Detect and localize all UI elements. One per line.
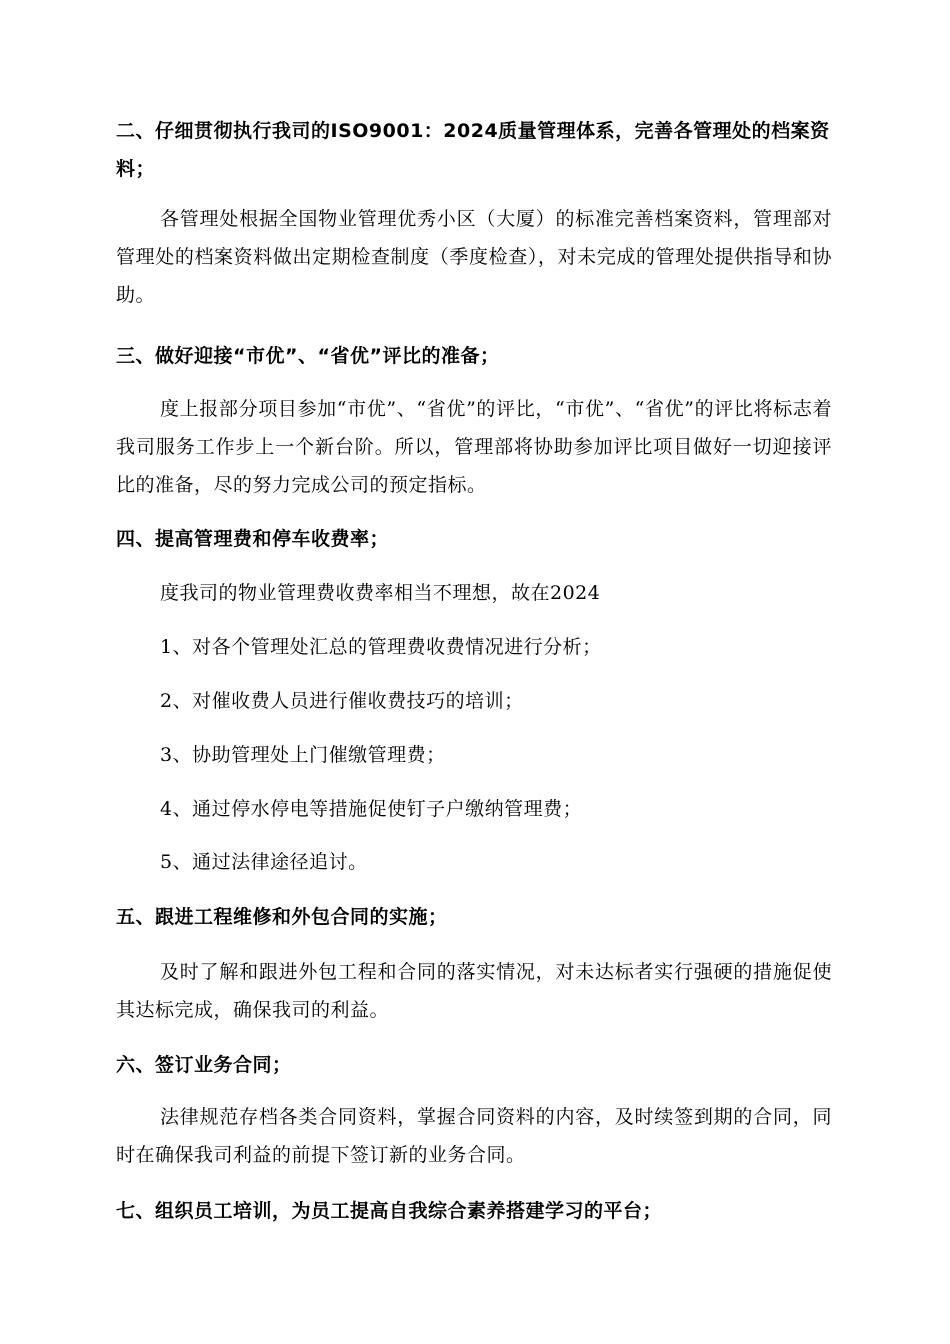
list-item: 2、对催收费人员进行催收费技巧的培训； <box>160 690 524 712</box>
section-body-3: 度上报部分项目参加“市优”、“省优”的评比，“市优”、“省优”的评比将标志着我司服务工作步上一个新台阶。所以，管理部将协助参加评比项目做好一切迎接评比的准备，尽的努力完成公司的预定指标。 <box>116 398 832 496</box>
list-item: 4、通过停水停电等措施促使钉子户缴纳管理费； <box>160 798 583 820</box>
section-body-6: 法律规范存档各类合同资料，掌握合同资料的内容，及时续签到期的合同，同时在确保我司利益的前提下签订新的业务合同。 <box>116 1106 832 1166</box>
section-body-2: 各管理处根据全国物业管理优秀小区（大厦）的标准完善档案资料，管理部对管理处的档案资料做出定期检查制度（季度检查），对未完成的管理处提供指导和协助。 <box>116 208 832 306</box>
section-heading-5: 五、跟进工程维修和外包合同的实施； <box>116 906 448 928</box>
section-heading-3: 三、做好迎接“市优”、“省优”评比的准备； <box>116 345 500 367</box>
section-heading-6: 六、签订业务合同； <box>116 1054 292 1076</box>
section-heading-2: 二、仔细贯彻执行我司的ISO9001：2024质量管理体系，完善各管理处的档案资料； <box>116 120 830 180</box>
section-body-4: 度我司的物业管理费收费率相当不理想，故在2024 <box>160 582 601 604</box>
section-body-5: 及时了解和跟进外包工程和合同的落实情况，对未达标者实行强硬的措施促使其达标完成，确保我司的利益。 <box>116 961 832 1021</box>
list-item: 1、对各个管理处汇总的管理费收费情况进行分析； <box>160 636 602 658</box>
list-item: 3、协助管理处上门催缴管理费； <box>160 744 446 766</box>
section-heading-7: 七、组织员工培训，为员工提高自我综合素养搭建学习的平台； <box>116 1200 663 1222</box>
list-item: 5、通过法律途径追讨。 <box>160 851 368 873</box>
section-heading-4: 四、提高管理费和停车收费率； <box>116 528 390 550</box>
